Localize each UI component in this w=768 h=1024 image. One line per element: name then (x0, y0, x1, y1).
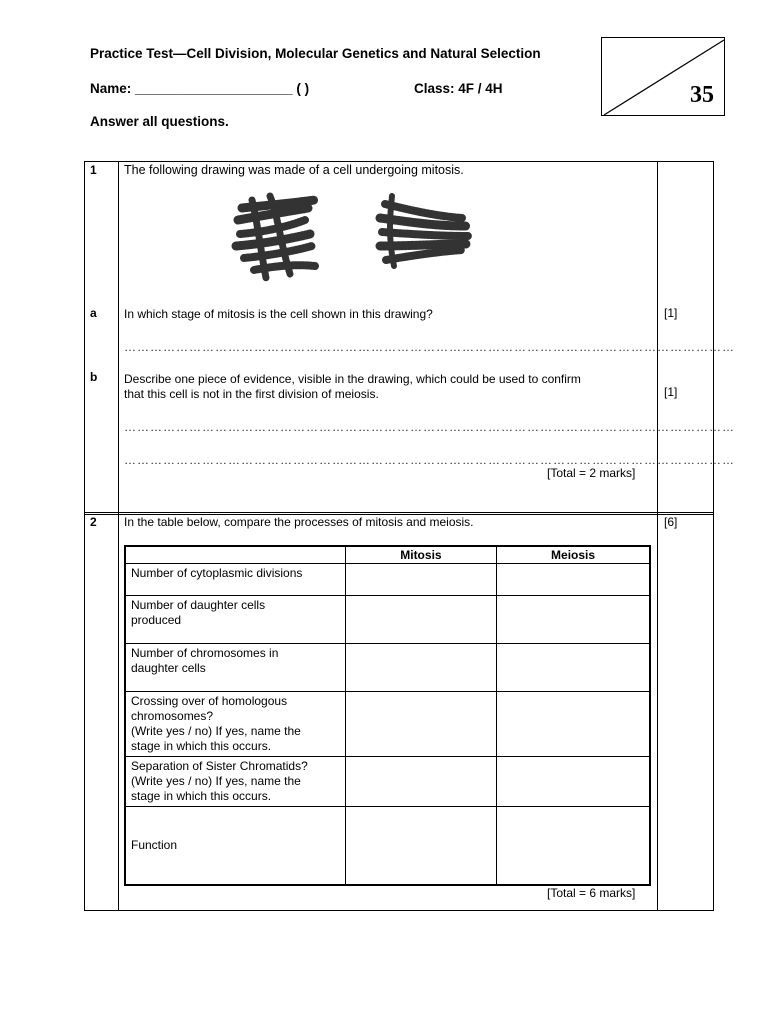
meiosis-answer-cell[interactable] (497, 644, 650, 692)
meiosis-answer-cell[interactable] (497, 596, 650, 644)
score-box (601, 37, 725, 116)
meiosis-answer-cell[interactable] (497, 757, 650, 807)
instruction: Answer all questions. (90, 114, 229, 129)
table-row (125, 564, 650, 596)
class-line: Class: 4F / 4H (414, 81, 503, 96)
row-label: Separation of Sister Chromatids? (Write yes / no) If yes, name the stage in which this occurs. (125, 757, 345, 807)
meiosis-answer-cell[interactable] (497, 564, 650, 596)
total-score: 35 (690, 82, 714, 108)
q1b-text-line1: Describe one piece of evidence, visible in the drawing, which could be used to confirm (124, 372, 581, 386)
q1a-answer-line[interactable]: …………………………………………………………………………………………………………………………… (124, 340, 735, 354)
col-line-num (118, 161, 119, 910)
table-row (125, 757, 650, 807)
col-line-right (713, 161, 714, 910)
row-divider (84, 512, 714, 513)
mitosis-answer-cell[interactable] (345, 596, 496, 644)
table-row (125, 807, 650, 885)
q2-total: [Total = 6 marks] (547, 886, 636, 900)
table-row (125, 596, 650, 644)
col-line-marks (657, 161, 658, 910)
mitosis-answer-cell[interactable] (345, 757, 496, 807)
table-top-border (84, 161, 714, 162)
right-chromosome-group (380, 196, 468, 266)
col-line-left (84, 161, 85, 910)
q1b-text-line2: that this cell is not in the first division of meiosis. (124, 387, 379, 401)
header-mitosis: Mitosis (345, 546, 496, 564)
meiosis-answer-cell[interactable] (497, 807, 650, 885)
row-label: Crossing over of homologous chromosomes? (Write yes / no) If yes, name the stage in which this occurs. (125, 692, 345, 757)
row-label: Number of daughter cells produced (125, 596, 345, 644)
q2-stem: In the table below, compare the processes of mitosis and meiosis. (124, 515, 474, 529)
row-label: Function (125, 807, 345, 885)
header-blank (125, 546, 345, 564)
q2-marks: [6] (664, 515, 678, 529)
q1a-label: a (90, 306, 97, 320)
comparison-table (124, 545, 651, 886)
q1b-marks: [1] (664, 385, 678, 399)
q1b-label: b (90, 370, 98, 384)
name-line[interactable]: Name: _____________________ ( ) (90, 81, 310, 96)
mitosis-answer-cell[interactable] (345, 644, 496, 692)
q1a-text: In which stage of mitosis is the cell shown in this drawing? (124, 307, 433, 321)
mitosis-answer-cell[interactable] (345, 692, 496, 757)
row-label: Number of chromosomes in daughter cells (125, 644, 345, 692)
mitosis-drawing (230, 186, 475, 286)
q1b-answer-line-2[interactable]: …………………………………………………………………………………………………………………………… (124, 453, 735, 467)
page-title: Practice Test—Cell Division, Molecular Genetics and Natural Selection (90, 46, 541, 61)
row-label: Number of cytoplasmic divisions (125, 564, 345, 596)
mitosis-answer-cell[interactable] (345, 564, 496, 596)
meiosis-answer-cell[interactable] (497, 692, 650, 757)
q1a-marks: [1] (664, 306, 678, 320)
q1b-answer-line-1[interactable]: …………………………………………………………………………………………………………………………… (124, 420, 735, 434)
table-row (125, 692, 650, 757)
q1-stem: The following drawing was made of a cell undergoing mitosis. (124, 163, 464, 177)
header-meiosis: Meiosis (497, 546, 650, 564)
left-chromosome-group (236, 196, 315, 278)
q2-number: 2 (90, 515, 97, 529)
table-row (125, 644, 650, 692)
q1-number: 1 (90, 163, 97, 177)
mitosis-answer-cell[interactable] (345, 807, 496, 885)
q1-total: [Total = 2 marks] (547, 466, 636, 480)
table-header-row (125, 546, 650, 564)
table-bottom-border (84, 910, 714, 911)
